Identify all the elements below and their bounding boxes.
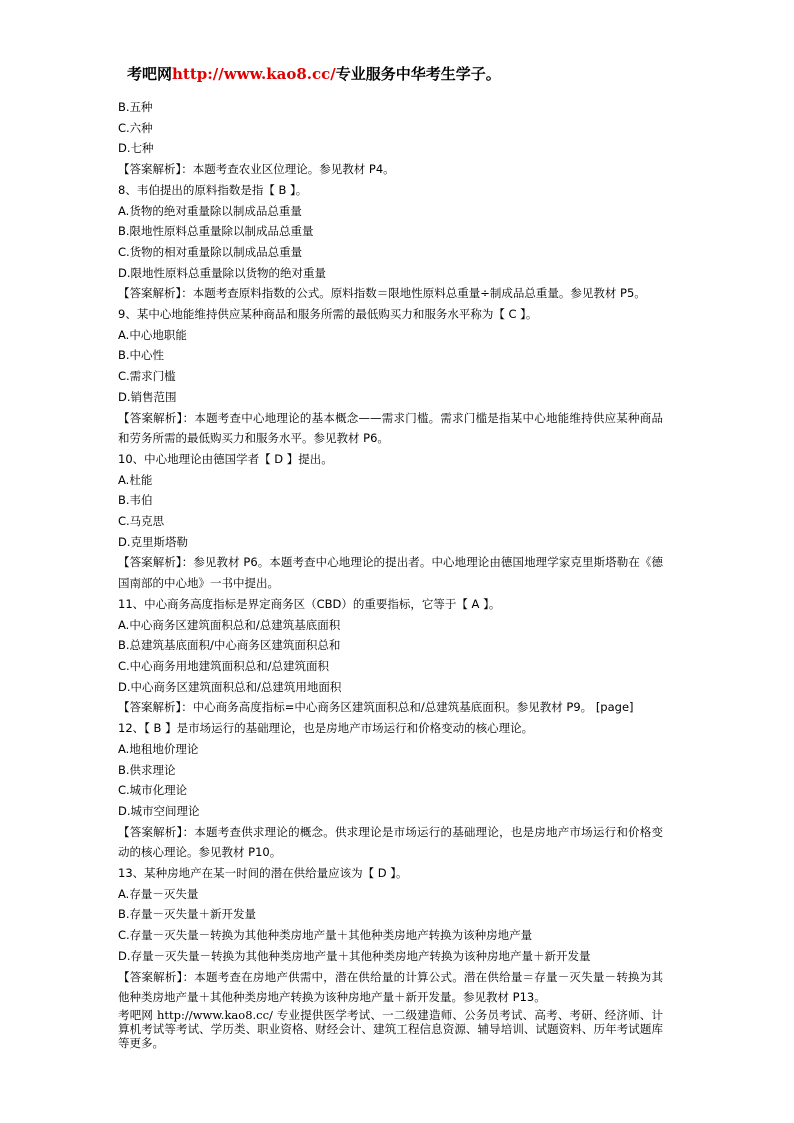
text-line: D.限地性原料总重量除以货物的绝对重量 [118,265,327,280]
text-line: B.总建筑基底面积/中心商务区建筑面积总和 [118,638,341,653]
text-line: 13、某种房地产在某一时间的潜在供给量应该为【 D 】。 [118,866,408,881]
text-line: B.中心性 [118,348,165,363]
answer-explanation: 【答案解析】：本题考查中心地理论的基本概念——需求门槛。需求门槛是指某中心地能维持供应某种商品和劳务所需的最低购买力和服务水平。参见教材 P6。 [118,410,663,446]
site-name: 考吧网 [127,65,173,83]
page-header [127,63,501,84]
text-line: C.六种 [118,120,153,135]
text-line: B.五种 [118,100,153,114]
text-line: D.销售范围 [118,389,177,404]
answer-explanation: 【答案解析】：本题考查在房地产供需中，潜在供给量的计算公式。潜在供给量＝存量－灭失量－转换为其他种类房地产量＋其他种类房地产转换为该种房地产量＋新开发量。参见教材 P13。 [118,969,663,1005]
site-url-link[interactable]: http://www.kao8.cc/ [172,65,336,83]
text-line: C.中心商务用地建筑面积总和/总建筑面积 [118,658,330,673]
text-line: 9、某中心地能维持供应某种商品和服务所需的最低购买力和服务水平称为【 C 】。 [118,307,538,322]
text-line: 12、【 B 】是市场运行的基础理论，也是房地产市场运行和价格变动的核心理论。 [118,721,534,736]
text-line: A.地租地价理论 [118,741,199,756]
text-line: C.城市化理论 [118,783,188,798]
text-line: A.货物的绝对重量除以制成品总重量 [118,203,302,218]
text-line: 8、韦伯提出的原料指数是指【 B 】。 [118,182,308,197]
text-line: B.供求理论 [118,762,176,777]
text-line: C.存量－灭失量－转换为其他种类房地产量＋其他种类房地产转换为该种房地产量 [118,928,533,943]
answer-explanation: 【答案解析】：本题考查原料指数的公式。原料指数＝限地性原料总重量÷制成品总重量。参见教材 P5。 [118,286,646,301]
text-line: B.限地性原料总重量除以制成品总重量 [118,224,314,239]
text-line: A.存量－灭失量 [118,886,199,901]
page-footer: 考吧网 http://www.kao8.cc/ 专业提供医学考试、一二级建造师、公务员考试、高考、考研、经济师、计算机考试等考试、学历类、职业资格、财经会计、建筑工程信息资源、辅导培训、试题资料、历年考试题库等更多。 [118,1008,663,1050]
text-line: 11、中心商务高度指标是界定商务区（CBD）的重要指标，它等于【 A 】。 [118,596,501,611]
answer-explanation: 【答案解析】：本题考查供求理论的概念。供求理论是市场运行的基础理论，也是房地产市场运行和价格变动的核心理论。参见教材 P10。 [118,824,663,860]
site-slogan: 专业服务中华考生学子。 [335,65,501,83]
text-line: B.存量－灭失量＋新开发量 [118,907,257,922]
text-line: D.七种 [118,141,154,156]
answer-explanation: 【答案解析】：参见教材 P6。本题考查中心地理论的提出者。中心地理论由德国地理学家克里斯塔勒在《德国南部的中心地》一书中提出。 [118,555,663,591]
text-line: D.存量－灭失量－转换为其他种类房地产量＋其他种类房地产转换为该种房地产量＋新开发量 [118,948,591,963]
text-line: C.马克思 [118,514,165,529]
text-line: D.克里斯塔勒 [118,534,189,549]
text-line: A.杜能 [118,472,153,487]
text-line: D.城市空间理论 [118,803,200,818]
text-line: B.韦伯 [118,493,153,508]
text-line: C.需求门槛 [118,369,176,384]
text-line: D.中心商务区建筑面积总和/总建筑用地面积 [118,679,342,694]
text-line: A.中心地职能 [118,327,187,342]
text-line: 10、中心地理论由德国学者【 D 】提出。 [118,451,333,466]
answer-explanation: 【答案解析】：本题考查农业区位理论。参见教材 P4。 [118,162,395,177]
question-content [118,97,663,1008]
answer-explanation: 【答案解析】：中心商务高度指标=中心商务区建筑面积总和/总建筑基底面积。参见教材 P9。 [page] [118,700,634,715]
text-line: C.货物的相对重量除以制成品总重量 [118,244,303,259]
text-line: A.中心商务区建筑面积总和/总建筑基底面积 [118,617,341,632]
